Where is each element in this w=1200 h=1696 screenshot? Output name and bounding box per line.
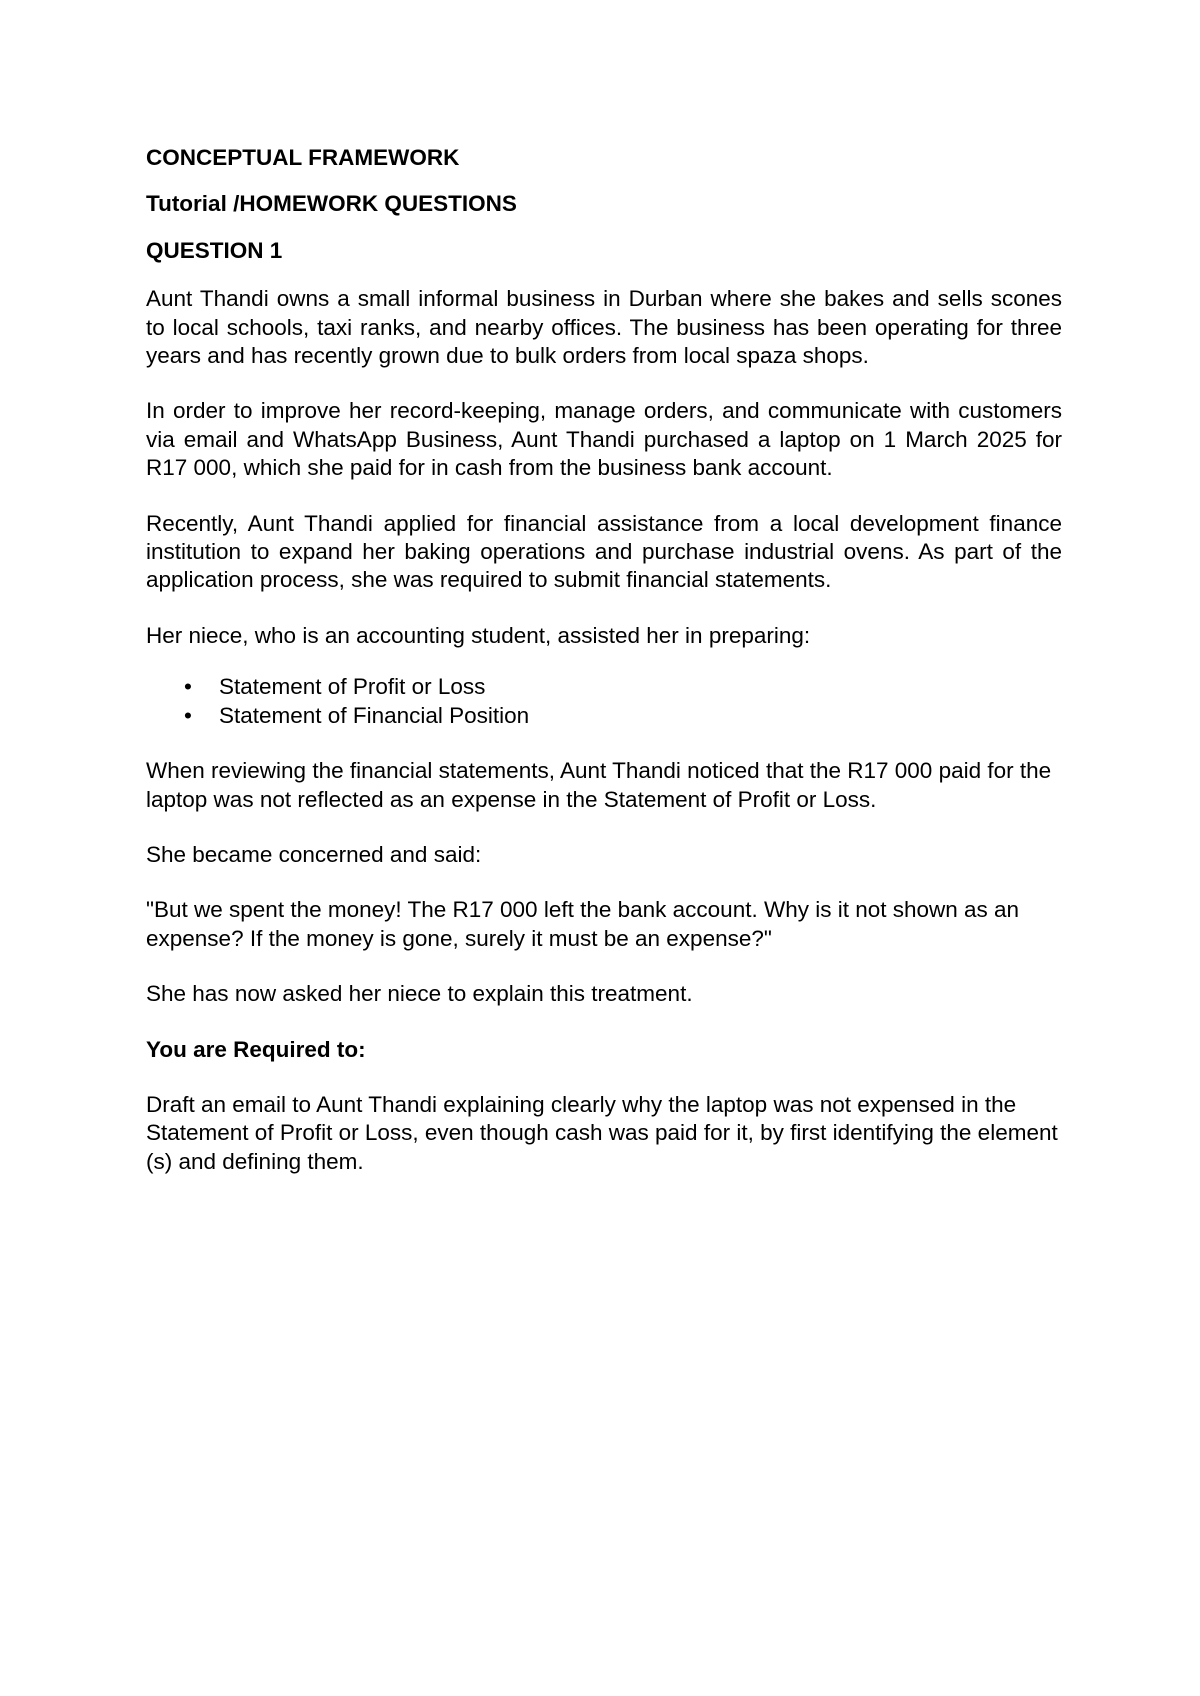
paragraph-laptop-purchase: In order to improve her record-keeping, manage orders, and communicate with customers via email and WhatsApp Business, Aunt Thandi purchased a laptop on 1 March 2025 for R17 000, which she paid for in cash from the business bank account.: [146, 398, 1062, 481]
list-item: [146, 673, 1062, 701]
document-subtitle: Tutorial /HOMEWORK QUESTIONS: [146, 191, 517, 217]
question-label: QUESTION 1: [146, 237, 283, 263]
paragraph-review: When reviewing the financial statements, Aunt Thandi noticed that the R17 000 paid for the laptop was not reflected as an expense in the Statement of Profit or Loss.: [146, 758, 1052, 812]
paragraph-niece-preparing: Her niece, who is an accounting student, assisted her in preparing:: [146, 622, 811, 648]
paragraph-quote: "But we spent the money! The R17 000 left the bank account. Why is it not shown as an expense? If the money is gone, surely it must be an expense?": [146, 897, 1020, 951]
bullet-icon: •: [184, 702, 192, 728]
paragraph-business-intro: Aunt Thandi owns a small informal business in Durban where she bakes and sells scones to local schools, taxi ranks, and nearby offices. The business has been operating for three years and has recently grown due to bulk orders from local spaza shops.: [146, 286, 1062, 369]
paragraph-finance-application: Recently, Aunt Thandi applied for financial assistance from a local development finance institution to expand her baking operations and purchase industrial ovens. As part of the application process, she was required to submit financial statements.: [146, 510, 1062, 593]
bullet-icon: •: [184, 674, 192, 700]
statements-list: [146, 673, 1062, 730]
required-label: You are Required to:: [146, 1036, 366, 1062]
document-body: [146, 144, 1062, 1203]
paragraph-concern: She became concerned and said:: [146, 841, 482, 867]
paragraph-explain-request: She has now asked her niece to explain this treatment.: [146, 981, 693, 1007]
instruction-text: Draft an email to Aunt Thandi explaining clearly why the laptop was not expensed in the Statement of Profit or Loss, even though cash was paid for it, by first identifying the element (s) and defining them.: [146, 1091, 1058, 1174]
document-title: CONCEPTUAL FRAMEWORK: [146, 145, 460, 170]
list-item: [146, 702, 1062, 730]
list-item-text: Statement of Profit or Loss: [219, 674, 486, 700]
list-item-text: Statement of Financial Position: [219, 702, 530, 728]
